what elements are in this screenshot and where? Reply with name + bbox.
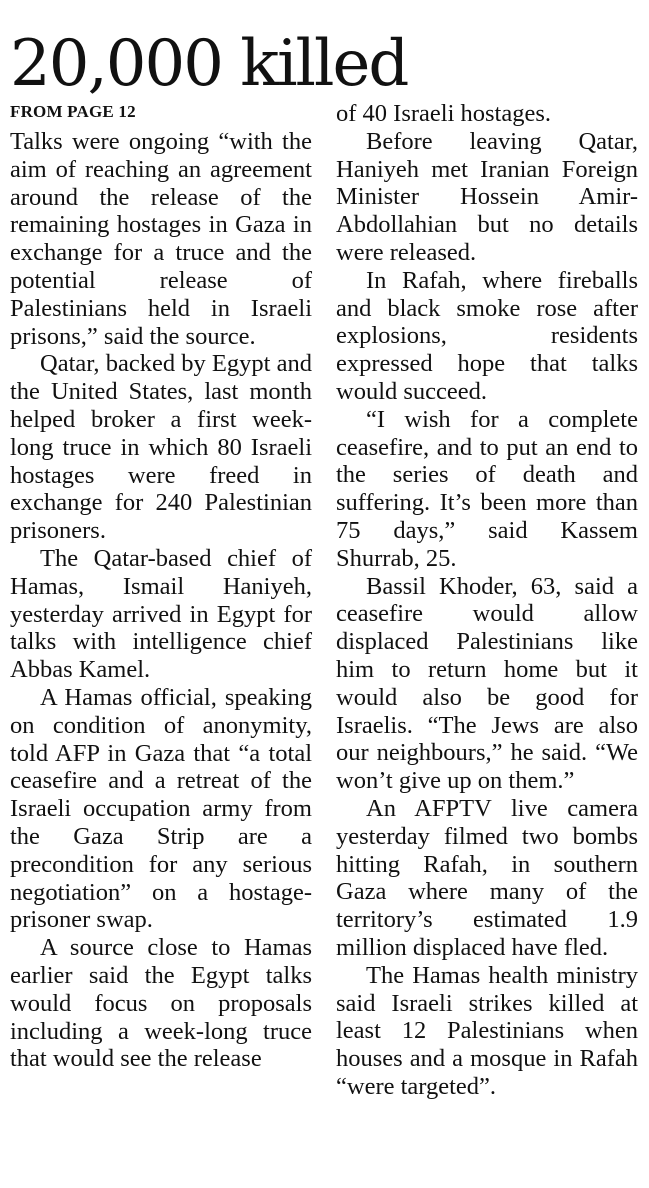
article-paragraph: “I wish for a complete ceasefire, and to put an end to the series of death and suffering. It’s been more than 75 days,” said Kassem Shurrab, 25. — [336, 405, 638, 572]
article-paragraph: Talks were ongoing “with the aim of reaching an agreement around the release of the remaining hostages in Gaza in exchange for a truce and the potential release of Palestinians held in Israeli prisons,” said the source. — [10, 128, 312, 350]
article-paragraph: A source close to Hamas earlier said the Egypt talks would focus on proposals including a week-long truce that would see the release — [10, 934, 312, 1073]
article-column-right — [336, 100, 638, 1101]
article-column-left — [10, 100, 312, 1073]
article-paragraph: Qatar, backed by Egypt and the United States, last month helped broker a first week-long truce in which 80 Israeli hostages were freed in exchange for 240 Palestinian prisoners. — [10, 350, 312, 545]
article-paragraph: An AFPTV live camera yesterday filmed two bombs hitting Rafah, in southern Gaza where many of the territory’s estimated 1.9 million displaced have fled. — [336, 794, 638, 961]
article-paragraph: The Qatar-based chief of Hamas, Ismail Haniyeh, yesterday arrived in Egypt for talks with intelligence chief Abbas Kamel. — [10, 544, 312, 684]
article-paragraph: Before leaving Qatar, Haniyeh met Iranian Foreign Minister Hossein Amir-Abdollahian but no details were released. — [336, 127, 638, 266]
article-paragraph: A Hamas official, speaking on condition of anonymity, told AFP in Gaza that “a total ceasefire and a retreat of the Israeli occupation army from the Gaza Strip are a precondition for any serious negotiation” on a hostage-prisoner swap. — [10, 683, 312, 934]
article-paragraph: Bassil Khoder, 63, said a ceasefire would allow displaced Palestinians like him to return home but it would also be good for Israelis. “The Jews are also our neighbours,” he said. “We won’t give up on them.” — [336, 572, 638, 795]
continuation-kicker: FROM PAGE 12 — [10, 102, 136, 121]
article-paragraph: In Rafah, where fireballs and black smoke rose after explosions, residents expressed hope that talks would succeed. — [336, 266, 638, 405]
article-paragraph-continued: of 40 Israeli hostages. — [336, 100, 551, 127]
article-paragraph: The Hamas health ministry said Israeli strikes killed at least 12 Palestinians when houses and a mosque in Rafah “were targeted”. — [336, 961, 638, 1100]
headline: 20,000 killed — [10, 27, 408, 101]
